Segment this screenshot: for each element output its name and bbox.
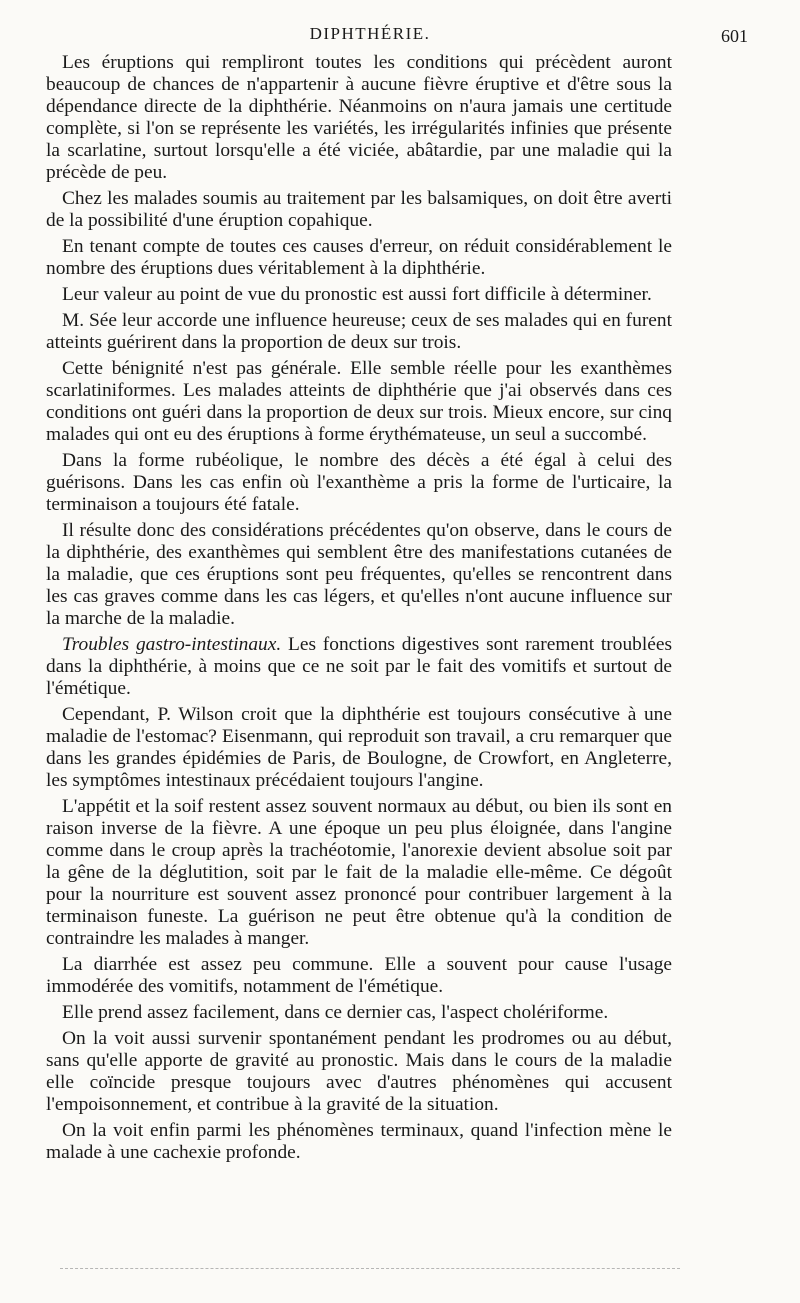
section-lead: Troubles gastro-intestinaux. — [62, 634, 282, 655]
paragraph: Troubles gastro-intestinaux. Les fonctions digestives sont rarement troublées dans la diphthérie, à moins que ce ne soit par le fait des vomitifs et surtout de l'émétique. — [46, 634, 672, 699]
paragraph: Il résulte donc des considérations précédentes qu'on observe, dans le cours de la diphthérie, des exanthèmes qui semblent être des manifestations cutanées de la maladie, que ces éruptions sont peu fréquentes, qu'elles se rencontrent dans les cas graves comme dans les cas légers, et qu'elles n'ont aucune influence sur la marche de la maladie. — [46, 520, 672, 629]
paragraph: Les éruptions qui rempliront toutes les conditions qui précèdent auront beaucoup de chances de n'appartenir à aucune fièvre éruptive et d'être sous la dépendance directe de la diphthérie. Néanmoins on n'aura jamais une certitude complète, si l'on se représente les variétés, les irrégularités infinies que présente la scarlatine, surtout lorsqu'elle a été viciée, abâtardie, par une maladie qui la précède de peu. — [46, 52, 672, 183]
paragraph: On la voit enfin parmi les phénomènes terminaux, quand l'infection mène le malade à une cachexie profonde. — [46, 1120, 672, 1163]
paragraph: En tenant compte de toutes ces causes d'erreur, on réduit considérablement le nombre des éruptions dues véritablement à la diphthérie. — [46, 236, 672, 279]
paragraph: Cette bénignité n'est pas générale. Elle semble réelle pour les exanthèmes scarlatiniformes. Les malades atteints de diphthérie que j'ai observés dans ces conditions ont guéri dans la proportion de deux sur trois. Mieux encore, sur cinq malades qui ont eu des éruptions à forme érythémateuse, un seul a succombé. — [46, 358, 672, 445]
paragraph: M. Sée leur accorde une influence heureuse; ceux de ses malades qui en furent atteints guérirent dans la proportion de deux sur trois. — [46, 310, 672, 353]
paragraph: Leur valeur au point de vue du pronostic est aussi fort difficile à déterminer. — [62, 284, 652, 305]
running-title: DIPHTHÉRIE. — [309, 24, 431, 43]
paragraph: La diarrhée est assez peu commune. Elle a souvent pour cause l'usage immodérée des vomitifs, notamment de l'émétique. — [46, 954, 672, 997]
paragraph: Cependant, P. Wilson croit que la diphthérie est toujours consécutive à une maladie de l'estomac? Eisenmann, qui reproduit son travail, a cru remarquer que dans les grandes épidémies de Paris, de Boulogne, de Crowfort, en Angleterre, les symptômes intestinaux précédaient toujours l'angine. — [46, 704, 672, 791]
paragraph: Elle prend assez facilement, dans ce dernier cas, l'aspect cholériforme. — [62, 1002, 609, 1023]
page-header — [60, 24, 748, 52]
footer-rule — [60, 1268, 680, 1269]
page-number: 601 — [721, 26, 748, 46]
paragraph: On la voit aussi survenir spontanément pendant les prodromes ou au début, sans qu'elle apporte de gravité au pronostic. Mais dans le cours de la maladie elle coïncide presque toujours avec d'autres phénomènes qui accusent l'empoisonnement, et contribue à la gravité de la situation. — [46, 1028, 672, 1115]
body-text — [46, 52, 672, 1168]
paragraph: Chez les malades soumis au traitement par les balsamiques, on doit être averti de la possibilité d'une éruption copahique. — [46, 188, 672, 231]
paragraph: L'appétit et la soif restent assez souvent normaux au début, ou bien ils sont en raison inverse de la fièvre. A une époque un peu plus éloignée, dans l'angine comme dans le croup après la trachéotomie, l'anorexie devient absolue soit par la gêne de la déglutition, soit par le fait de la maladie elle-même. Ce dégoût pour la nourriture est souvent assez prononcé pour contribuer largement à la terminaison funeste. La guérison ne peut être obtenue qu'à la condition de contraindre les malades à manger. — [46, 796, 672, 949]
paragraph: Dans la forme rubéolique, le nombre des décès a été égal à celui des guérisons. Dans les cas enfin où l'exanthème a pris la forme de l'urticaire, la terminaison a toujours été fatale. — [46, 450, 672, 515]
